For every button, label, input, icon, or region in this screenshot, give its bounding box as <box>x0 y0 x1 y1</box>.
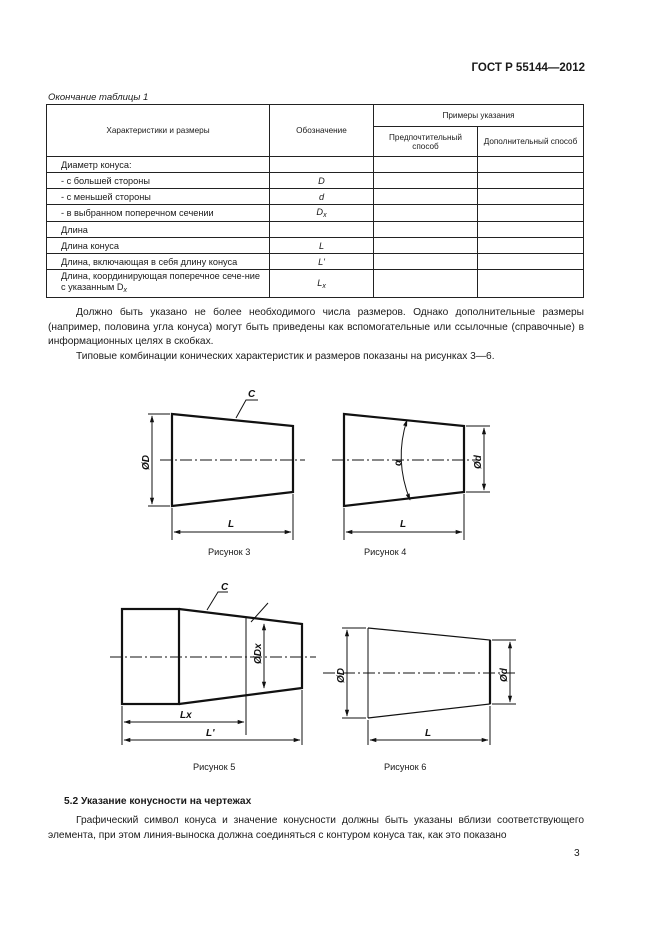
figure-4-caption: Рисунок 4 <box>364 547 407 557</box>
standard-header: ГОСТ Р 55144—2012 <box>471 62 585 74</box>
fig6-small-diameter-label: Ød <box>499 668 510 682</box>
fig5-taper-label: C <box>221 582 229 593</box>
fig3-length-label: L <box>228 519 235 530</box>
fig5-total-label: L' <box>206 728 215 739</box>
table-row: Длина, включающая в себя длину конуса L' <box>47 254 584 270</box>
table-row: - в выбранном поперечном сечении $D_x$ <box>47 205 584 222</box>
figure-6 <box>323 628 516 745</box>
figure-5 <box>110 592 316 745</box>
table-row: Длина конуса L <box>47 238 584 254</box>
fig4-diameter-label: Ød <box>473 455 484 469</box>
table-row: Диаметр конуса: <box>47 157 584 173</box>
col-preferred: Предпочтительный способ <box>374 127 478 157</box>
col-additional: Дополнительный способ <box>478 127 584 157</box>
table-row: - с меньшей стороны d <box>47 189 584 205</box>
fig4-length-label: L <box>400 519 407 530</box>
table-row: Длина <box>47 222 584 238</box>
section-paragraph: Графический символ конуса и значение конусности должны быть указаны вблизи соответствующего элемента, при этом линия-выноска должна соединяться с контуром конуса так, как это показано <box>48 815 584 841</box>
fig3-taper-label: C <box>248 389 256 400</box>
fig6-big-diameter-label: ØD <box>336 668 347 683</box>
fig6-length-label: L <box>425 728 432 739</box>
table-caption: Окончание таблицы 1 <box>48 92 149 103</box>
figure-5-caption: Рисунок 5 <box>193 762 236 772</box>
figure-4 <box>332 414 490 540</box>
col-designation: Обозначение <box>270 105 374 157</box>
fig4-angle-label: α <box>393 459 404 466</box>
figure-6-caption: Рисунок 6 <box>384 762 427 772</box>
page-number: 3 <box>574 848 580 859</box>
fig5-lx-label: Lx <box>180 710 192 721</box>
table-row: Длина, координирующая поперечное сече-ние с указанным $D_x$ $L_x$ <box>47 270 584 298</box>
col-characteristics: Характеристики и размеры <box>47 105 270 157</box>
paragraph-1: Должно быть указано не более необходимого числа размеров. Однако дополнительные размеры (например, половина угла конуса) могут быть приведены как вспомогательные или ссылочные (справочные) в информационных целях в скобках. <box>48 307 584 347</box>
table-row: - с большей стороны D <box>47 173 584 189</box>
col-examples: Примеры указания <box>374 105 584 127</box>
fig5-diameter-label: ØDx <box>253 643 264 664</box>
figure-3-caption: Рисунок 3 <box>208 547 251 557</box>
figure-3 <box>148 400 305 540</box>
paragraph-2: Типовые комбинации конических характеристик и размеров показаны на рисунках 3—6. <box>76 351 495 362</box>
section-title: 5.2 Указание конусности на чертежах <box>64 796 252 807</box>
fig3-diameter-label: ØD <box>141 455 152 470</box>
